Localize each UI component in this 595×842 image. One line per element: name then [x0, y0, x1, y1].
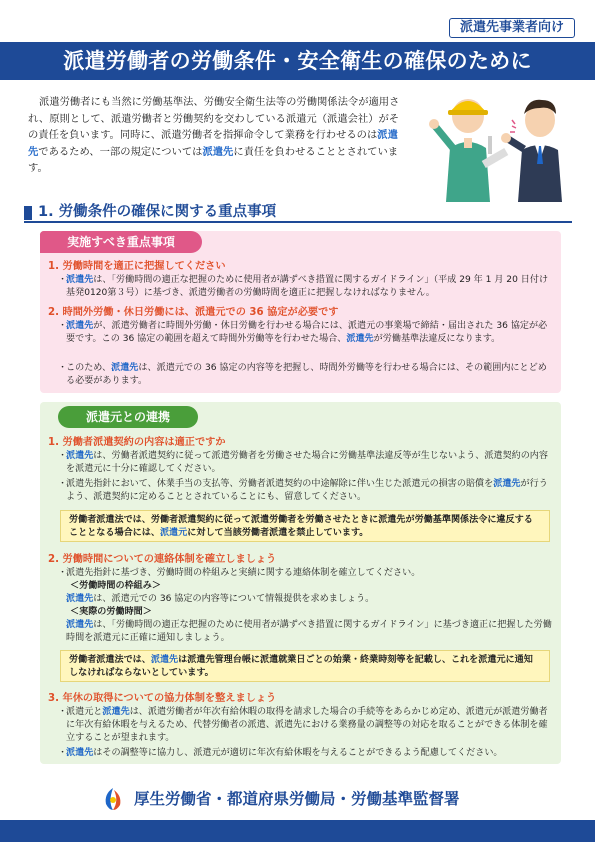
- item-heading: 2. 時間外労働・休日労働には、派遣元での 36 協定が必要です: [48, 307, 339, 318]
- bullet-text: ・ 派遣先指針において、休業手当の支払等、労働者派遣契約の中途解除に伴い生じた派遣元の損害の賠償を派遣先が行うよう、派遣契約に定めることとされていることにも、留意してください。: [58, 479, 548, 502]
- subheading: ＜実際の労働時間＞: [70, 607, 152, 617]
- issuer-name: 厚生労働省・都道府県労働局・労働基準監督署: [134, 790, 460, 808]
- law-note: 労働者派遣法では、派遣先は派遣先管理台帳に派遣就業日ごとの始業・終業時刻等を記載し、これを派遣元に通知しなければならないとしています。: [60, 650, 550, 682]
- intro-paragraph: [28, 94, 408, 177]
- law-note: 労働者派遣法では、労働者派遣契約に従って派遣労働者を労働させたときに派遣先が労働基準関係法令に違反することとなる場合には、派遣元に対して当該労働者派遣を禁止しています。: [60, 510, 550, 542]
- bullet-text: ・ 派遣先が、派遣労働者に時間外労働・休日労働を行わせる場合には、派遣元の事業場で締結・届出された 36 協定が必要です。この 36 協定の範囲を超えて時間外労働等を行わせた場合、派遣先が労働基準法違反になります。: [58, 321, 548, 344]
- item-heading: 1. 労働時間を適正に把握してください: [48, 261, 226, 272]
- sub-text: 派遣先は、「労働時間の適正な把握のために使用者が講ずべき措置に関するガイドライン」に基づき適正に把握した労働時間を派遣元に正確に通知しましょう。: [66, 620, 552, 643]
- section1-title: 1. 労働条件の確保に関する重点事項: [38, 204, 277, 220]
- section1-header: [24, 203, 572, 223]
- item-heading: 2. 労働時間についての連絡体制を確立しましょう: [48, 554, 277, 565]
- bullet-text: ・ 派遣先はその調整等に協力し、派遣元が適切に年次有給休暇を与えることができるよう配慮してください。: [58, 748, 503, 758]
- intro-text-3: に責任を負わせることとされています。: [28, 145, 399, 174]
- sub-text: 派遣先は、派遣元での 36 協定の内容等について情報提供を求めましょう。: [66, 594, 375, 604]
- intro-keyword-2: 派遣先: [202, 145, 234, 158]
- audience-badge: 派遣先事業者向け: [449, 18, 575, 38]
- priority-items-tab: 実施すべき重点事項: [40, 231, 202, 253]
- footer-bar: [0, 820, 595, 842]
- title-banner: [0, 42, 595, 80]
- coordination-tab: 派遣元との連携: [58, 406, 198, 428]
- bullet-text: ・ 派遣先は、労働者派遣契約に従って派遣労働者を労働させた場合に労働基準法違反等が生じないよう、派遣契約の内容を派遣元に十分に確認してください。: [58, 451, 548, 474]
- section-underline: [24, 221, 572, 223]
- section-marker: [24, 206, 32, 220]
- subheading: ＜労働時間の枠組み＞: [70, 581, 161, 591]
- item-heading: 1. 労働者派遣契約の内容は適正ですか: [48, 437, 226, 448]
- workers-illustration: [420, 84, 580, 204]
- intro-keyword-1: 派遣先: [28, 129, 398, 158]
- bullet-text: ・ このため、派遣先は、派遣元での 36 協定の内容等を把握し、時間外労働等を行わせる場合には、その範囲内にとどめる必要があります。: [58, 363, 547, 386]
- bullet-text: ・ 派遣元と派遣先は、派遣労働者が年次有給休暇の取得を請求した場合の手続等をあらかじめ定め、派遣元が派遣労働者に年次有給休暇を与えるため、代替労働者の派遣、派遣先における業務量の調整等の対応を取ることができる体制を確立することが望まれます。: [58, 707, 548, 743]
- bullet-text: ・ 派遣先指針に基づき、労働時間の枠組みと実績に関する連絡体制を確立してください。: [58, 568, 421, 578]
- bullet-text: ・ 派遣先は、「労働時間の適正な把握のために使用者が講ずべき措置に関するガイドライン」（平成 29 年 1 月 20 日付け基発0120第３号）に基づき、派遣労働者の労働時間を適正に把握しなければなりません。: [58, 275, 549, 298]
- ministry-logo-icon: [100, 786, 126, 812]
- item-heading: 3. 年休の取得についての協力体制を整えましょう: [48, 693, 277, 704]
- intro-text-2: であるため、一部の規定については: [38, 145, 203, 158]
- intro-text-1: 派遣労働者にも当然に労働基準法、労働安全衛生法等の労働関係法令が適用され、原則として、派遣労働者と労働契約を交わしている派遣元（派遣会社）がその責任を負います。同時に、派遣労働者を指揮命令して業務を行わせるのは: [28, 96, 400, 141]
- page-title: 派遣労働者の労働条件・安全衛生の確保のために: [63, 49, 532, 73]
